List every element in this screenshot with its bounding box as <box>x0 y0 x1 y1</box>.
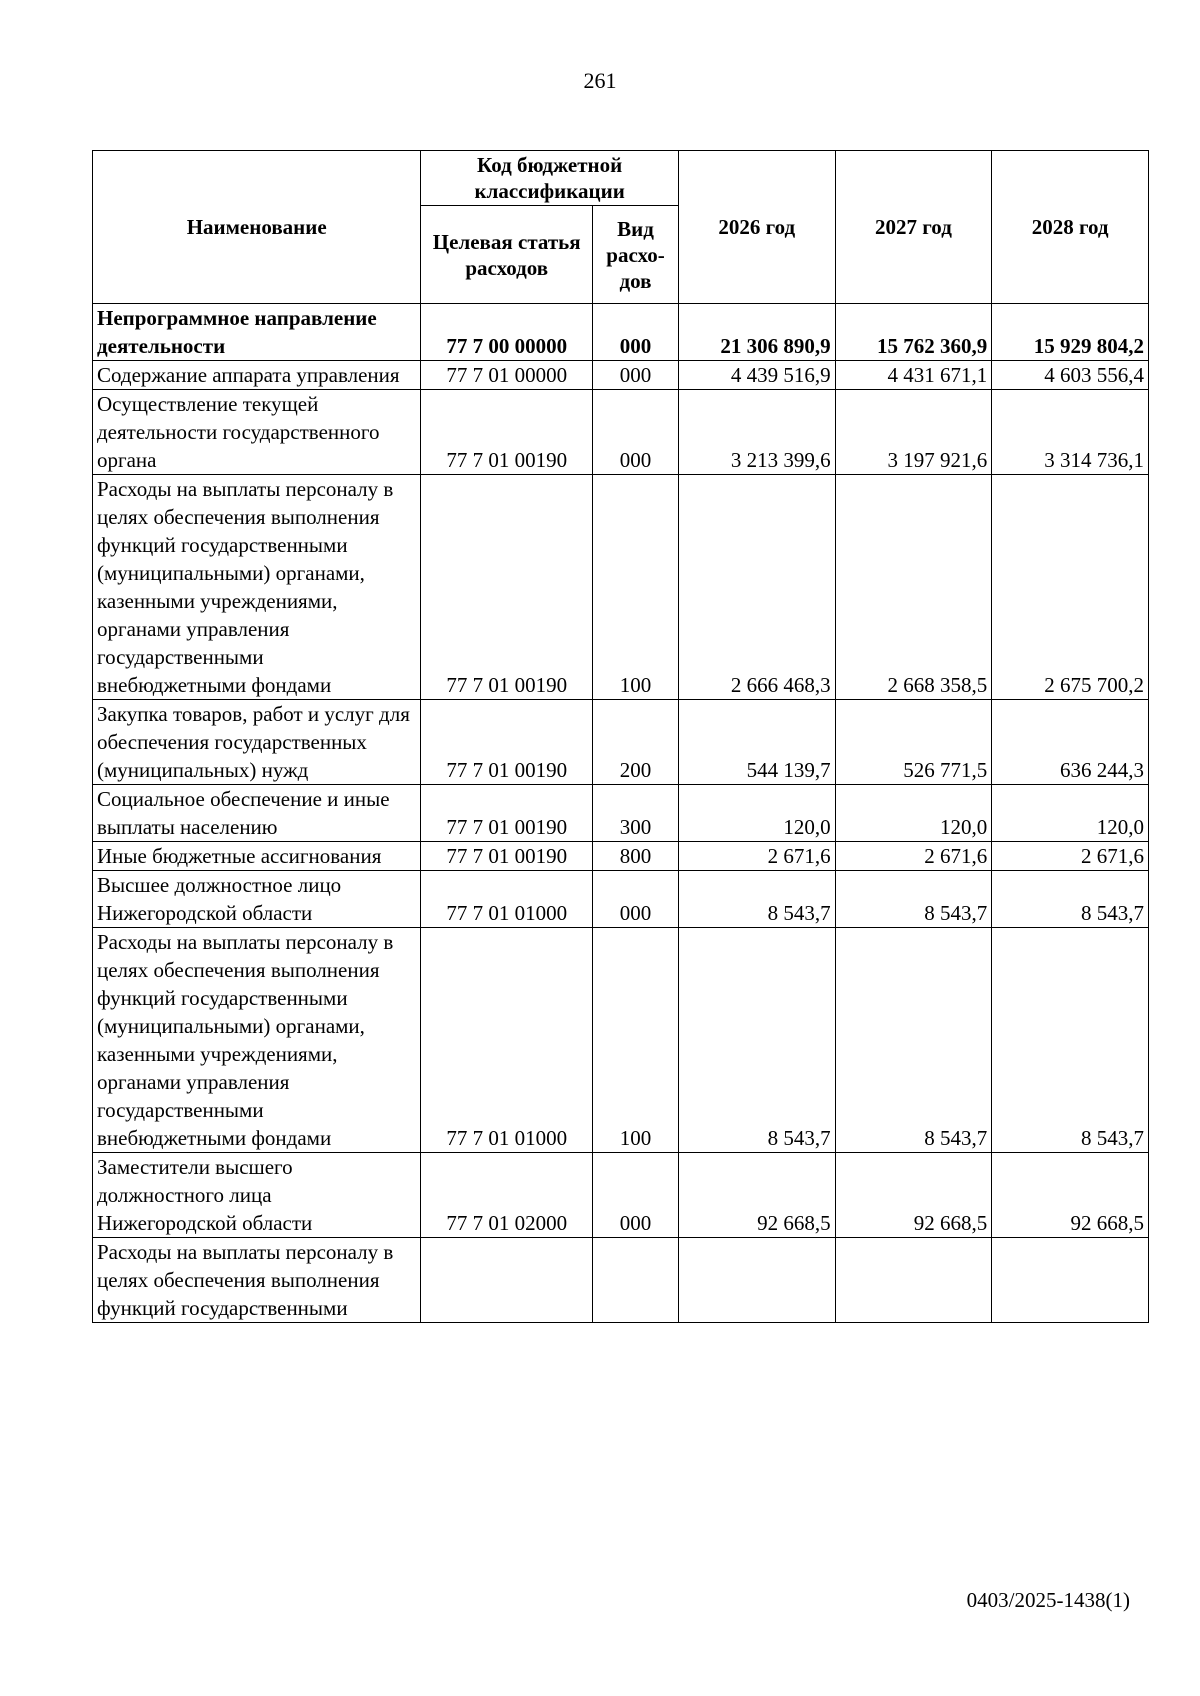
row-expense-kind-cell: 200 <box>593 700 679 785</box>
document-number: 0403/2025-1438(1) <box>966 1588 1130 1612</box>
table-row <box>93 304 1149 361</box>
row-value-2027-cell: 15 762 360,9 <box>835 304 992 361</box>
row-target-code-cell: 77 7 01 00190 <box>421 475 593 700</box>
row-expense-kind-cell: 000 <box>593 871 679 928</box>
row-value-2028-cell: 8 543,7 <box>992 871 1149 928</box>
row-value-2028-cell: 2 675 700,2 <box>992 475 1149 700</box>
header-target-article: Целевая статья расходов <box>421 206 593 304</box>
row-expense-kind-cell: 300 <box>593 785 679 842</box>
row-value-2026-cell: 2 666 468,3 <box>678 475 835 700</box>
table-row <box>93 361 1149 390</box>
header-2028: 2028 год <box>992 151 1149 304</box>
row-value-2027-cell <box>835 1238 992 1323</box>
row-value-2027-cell: 92 668,5 <box>835 1153 992 1238</box>
row-value-2026-cell: 8 543,7 <box>678 871 835 928</box>
table-body <box>93 304 1149 1323</box>
row-name-cell: Закупка товаров, работ и услуг для обеспечения государственных (муниципальных) нужд <box>93 700 421 785</box>
row-name-cell: Расходы на выплаты персоналу в целях обеспечения выполнения функций государственными (муниципальными) органами, казенными учреждениями, органами управления государственными внебюджетными фондами <box>93 475 421 700</box>
row-expense-kind-cell: 000 <box>593 361 679 390</box>
row-target-code-cell <box>421 1238 593 1323</box>
row-value-2027-cell: 8 543,7 <box>835 871 992 928</box>
table-row <box>93 928 1149 1153</box>
row-name-cell: Расходы на выплаты персоналу в целях обеспечения выполнения функций государственными (муниципальными) органами, казенными учреждениями, органами управления государственными внебюджетными фондами <box>93 928 421 1153</box>
row-target-code-cell: 77 7 00 00000 <box>421 304 593 361</box>
row-value-2028-cell <box>992 1238 1149 1323</box>
row-target-code-cell: 77 7 01 01000 <box>421 928 593 1153</box>
row-name-cell: Высшее должностное лицо Нижегородской области <box>93 871 421 928</box>
row-target-code-cell: 77 7 01 00190 <box>421 700 593 785</box>
table-row <box>93 390 1149 475</box>
row-value-2026-cell <box>678 1238 835 1323</box>
table-row <box>93 842 1149 871</box>
row-target-code-cell: 77 7 01 00190 <box>421 390 593 475</box>
row-name-cell: Иные бюджетные ассигнования <box>93 842 421 871</box>
row-expense-kind-cell: 100 <box>593 475 679 700</box>
row-expense-kind-cell: 800 <box>593 842 679 871</box>
row-target-code-cell: 77 7 01 00190 <box>421 785 593 842</box>
row-value-2027-cell: 4 431 671,1 <box>835 361 992 390</box>
row-expense-kind-cell: 000 <box>593 1153 679 1238</box>
table-row <box>93 1153 1149 1238</box>
table-row <box>93 475 1149 700</box>
row-value-2027-cell: 2 671,6 <box>835 842 992 871</box>
row-value-2027-cell: 3 197 921,6 <box>835 390 992 475</box>
table-row <box>93 1238 1149 1323</box>
row-value-2027-cell: 120,0 <box>835 785 992 842</box>
row-value-2026-cell: 21 306 890,9 <box>678 304 835 361</box>
row-value-2026-cell: 3 213 399,6 <box>678 390 835 475</box>
header-2027: 2027 год <box>835 151 992 304</box>
row-expense-kind-cell <box>593 1238 679 1323</box>
row-expense-kind-cell: 000 <box>593 390 679 475</box>
table-row <box>93 700 1149 785</box>
row-value-2028-cell: 2 671,6 <box>992 842 1149 871</box>
header-code-group: Код бюджетной классификации <box>421 151 679 206</box>
table-row <box>93 871 1149 928</box>
row-name-cell: Непрограммное направление деятельности <box>93 304 421 361</box>
row-value-2026-cell: 4 439 516,9 <box>678 361 835 390</box>
row-name-cell: Осуществление текущей деятельности государственного органа <box>93 390 421 475</box>
header-2026: 2026 год <box>678 151 835 304</box>
row-value-2026-cell: 544 139,7 <box>678 700 835 785</box>
row-value-2026-cell: 120,0 <box>678 785 835 842</box>
row-name-cell: Социальное обеспечение и иные выплаты населению <box>93 785 421 842</box>
row-value-2028-cell: 15 929 804,2 <box>992 304 1149 361</box>
budget-table <box>92 150 1149 1323</box>
page-number: 261 <box>583 68 617 93</box>
row-value-2027-cell: 8 543,7 <box>835 928 992 1153</box>
row-name-cell: Содержание аппарата управления <box>93 361 421 390</box>
row-target-code-cell: 77 7 01 01000 <box>421 871 593 928</box>
row-value-2026-cell: 92 668,5 <box>678 1153 835 1238</box>
header-expense-kind: Вид расхо-дов <box>593 206 679 304</box>
row-value-2028-cell: 3 314 736,1 <box>992 390 1149 475</box>
row-target-code-cell: 77 7 01 02000 <box>421 1153 593 1238</box>
row-expense-kind-cell: 100 <box>593 928 679 1153</box>
row-target-code-cell: 77 7 01 00000 <box>421 361 593 390</box>
row-value-2028-cell: 4 603 556,4 <box>992 361 1149 390</box>
row-name-cell: Заместители высшего должностного лица Нижегородской области <box>93 1153 421 1238</box>
row-expense-kind-cell: 000 <box>593 304 679 361</box>
row-value-2027-cell: 2 668 358,5 <box>835 475 992 700</box>
table-header <box>93 151 1149 304</box>
row-value-2027-cell: 526 771,5 <box>835 700 992 785</box>
row-value-2026-cell: 2 671,6 <box>678 842 835 871</box>
row-value-2028-cell: 636 244,3 <box>992 700 1149 785</box>
row-name-cell: Расходы на выплаты персоналу в целях обеспечения выполнения функций государственными <box>93 1238 421 1323</box>
table-row <box>93 785 1149 842</box>
row-target-code-cell: 77 7 01 00190 <box>421 842 593 871</box>
header-name: Наименование <box>93 151 421 304</box>
row-value-2028-cell: 92 668,5 <box>992 1153 1149 1238</box>
row-value-2028-cell: 120,0 <box>992 785 1149 842</box>
row-value-2026-cell: 8 543,7 <box>678 928 835 1153</box>
row-value-2028-cell: 8 543,7 <box>992 928 1149 1153</box>
